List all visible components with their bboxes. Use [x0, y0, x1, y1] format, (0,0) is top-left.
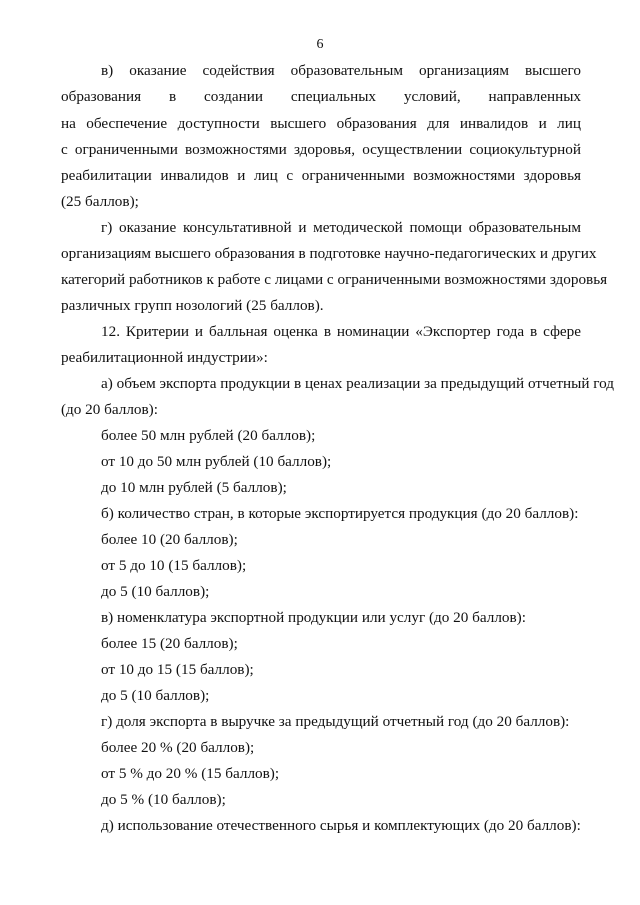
text-line: более 20 % (20 баллов); [101, 739, 255, 756]
text-line: до 5 (10 баллов); [101, 583, 210, 600]
text-line: (до 20 баллов): [61, 401, 158, 418]
text-line: б) количество стран, в которые экспортируется продукция (до 20 баллов): [101, 505, 579, 522]
text-line: с ограниченными возможностями здоровья, осуществлении социокультурной [61, 141, 581, 158]
text-line: а) объем экспорта продукции в ценах реализации за предыдущий отчетный год [101, 375, 614, 392]
text-line: более 50 млн рублей (20 баллов); [101, 427, 316, 444]
text-line: на обеспечение доступности высшего образования для инвалидов и лиц [61, 115, 581, 132]
text-line: различных групп нозологий (25 баллов). [61, 297, 324, 314]
text-line: от 5 до 10 (15 баллов); [101, 557, 247, 574]
text-line: от 5 % до 20 % (15 баллов); [101, 765, 280, 782]
text-line: до 10 млн рублей (5 баллов); [101, 479, 287, 496]
text-line: реабилитации инвалидов и лиц с ограниченными возможностями здоровья [61, 167, 581, 184]
text-line: г) доля экспорта в выручке за предыдущий отчетный год (до 20 баллов): [101, 713, 570, 730]
text-line: более 10 (20 баллов); [101, 531, 238, 548]
text-line: (25 баллов); [61, 193, 139, 210]
text-line: образования в создании специальных условий, направленных [61, 88, 581, 105]
text-line: до 5 % (10 баллов); [101, 791, 226, 808]
text-line: от 10 до 50 млн рублей (10 баллов); [101, 453, 332, 470]
page-number: 6 [316, 37, 324, 52]
text-line: д) использование отечественного сырья и комплектующих (до 20 баллов): [101, 817, 581, 834]
text-line: в) оказание содействия образовательным организациям высшего [101, 62, 581, 79]
text-line: более 15 (20 баллов); [101, 635, 238, 652]
text-line: в) номенклатура экспортной продукции или услуг (до 20 баллов): [101, 609, 526, 626]
text-line: реабилитационной индустрии»: [61, 349, 268, 366]
text-line: категорий работников к работе с лицами с ограниченными возможностями здоровья [61, 271, 608, 288]
text-line: организациям высшего образования в подготовке научно-педагогических и других [61, 245, 597, 262]
text-line: до 5 (10 баллов); [101, 687, 210, 704]
text-line: 12. Критерии и балльная оценка в номинации «Экспортер года в сфере [101, 323, 581, 340]
text-line: г) оказание консультативной и методической помощи образовательным [101, 219, 581, 236]
text-line: от 10 до 15 (15 баллов); [101, 661, 254, 678]
